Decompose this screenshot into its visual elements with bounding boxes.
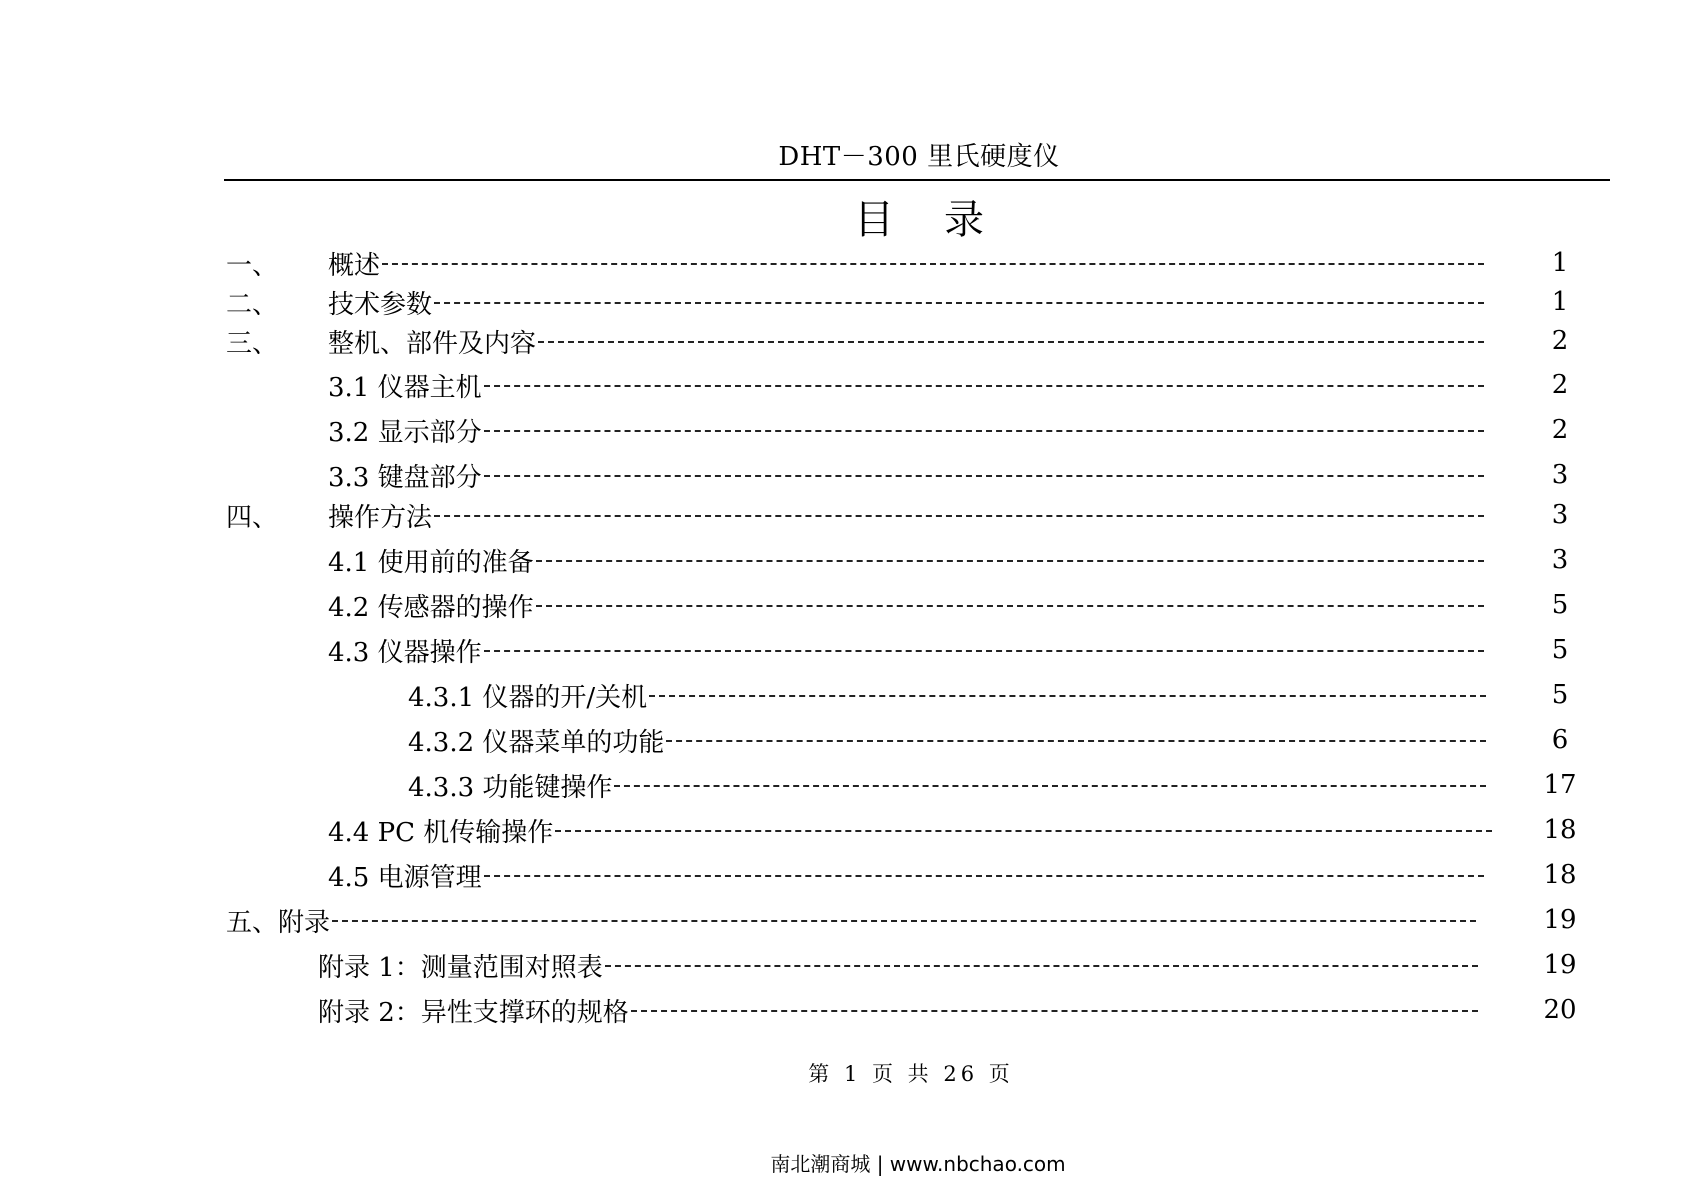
toc-entry-3-1[interactable] [328,368,1590,402]
toc-entry-3-3[interactable] [328,458,1590,492]
toc-entry-4-2[interactable] [328,588,1590,622]
toc-leader [382,263,1484,265]
page-number-footer: 第 1 页 共 26 页 [808,1062,1014,1086]
toc-leader [332,920,1476,922]
toc-entry-label: 附录 1：测量范围对照表 [318,952,603,983]
toc-entry-3-2[interactable] [328,413,1590,447]
toc-leader [538,341,1484,343]
toc-entry-label: 4.2 传感器的操作 [328,592,534,623]
toc-entry-label: 技术参数 [328,289,433,320]
toc-leader [649,695,1486,697]
toc-entry-4-3-3[interactable] [408,768,1590,802]
toc-entry-4-5[interactable] [328,858,1590,892]
toc-leader [666,740,1486,742]
toc-entry-page: 5 [1551,590,1569,620]
toc-leader [555,830,1492,832]
toc-leader [434,515,1484,517]
toc-entry-label: 4.4 PC 机传输操作 [328,817,554,848]
toc-entry-overview[interactable] [226,246,1590,280]
toc-leader [536,605,1484,607]
toc-entry-4-3[interactable] [328,633,1590,667]
toc-entry-number: 二、 [226,289,279,320]
toc-entry-page: 3 [1551,460,1569,490]
toc-entry-page: 20 [1543,995,1577,1025]
toc-leader [484,430,1484,432]
toc-entry-page: 1 [1551,248,1569,278]
toc-leader [614,785,1486,787]
toc-entry-4-3-1[interactable] [408,678,1590,712]
toc-entry-label: 3.2 显示部分 [328,417,482,448]
toc-entry-page: 18 [1543,860,1577,890]
toc-entry-label: 4.3.1 仪器的开/关机 [408,682,648,713]
toc-entry-label: 4.3.2 仪器菜单的功能 [408,727,665,758]
toc-entry-page: 18 [1543,815,1577,845]
toc-entry-label: 4.1 使用前的准备 [328,547,534,578]
toc-leader [605,965,1478,967]
toc-leader [484,475,1484,477]
toc-entry-page: 3 [1551,500,1569,530]
toc-entry-page: 5 [1551,680,1569,710]
toc-entry-label: 操作方法 [328,502,433,533]
toc-entry-label: 4.3.3 功能键操作 [408,772,613,803]
toc-entry-4-4[interactable] [328,813,1590,847]
toc-leader [631,1010,1478,1012]
toc-leader [536,560,1484,562]
toc-entry-4-3-2[interactable] [408,723,1590,757]
toc-entry-page: 2 [1551,415,1569,445]
toc-entry-page: 19 [1543,950,1577,980]
toc-entry-specifications[interactable] [226,285,1590,319]
toc-entry-4-1[interactable] [328,543,1590,577]
toc-entry-appendix-1[interactable] [318,948,1590,982]
site-watermark: 南北潮商城 | www.nbchao.com [770,1152,1066,1176]
toc-entry-label: 附录 2：异性支撑环的规格 [318,997,629,1028]
toc-entry-label: 4.3 仪器操作 [328,637,482,668]
toc-entry-operation[interactable] [226,498,1590,532]
toc-entry-page: 3 [1551,545,1569,575]
toc-entry-appendix-2[interactable] [318,993,1590,1027]
toc-leader [484,650,1484,652]
toc-title: 目录 [854,197,1034,243]
toc-entry-label: 4.5 电源管理 [328,862,482,893]
toc-leader [484,875,1484,877]
toc-entry-label: 3.3 键盘部分 [328,462,482,493]
toc-entry-page: 17 [1543,770,1577,800]
toc-entry-number: 一、 [226,250,279,281]
toc-entry-page: 2 [1551,370,1569,400]
toc-entry-number: 四、 [226,502,279,533]
toc-entry-page: 19 [1543,905,1577,935]
toc-entry-components[interactable] [226,324,1590,358]
toc-entry-page: 5 [1551,635,1569,665]
toc-entry-number: 三、 [226,328,279,359]
toc-entry-label: 整机、部件及内容 [328,328,537,359]
toc-entry-label: 五、附录 [226,907,331,938]
toc-leader [434,302,1484,304]
toc-entry-page: 6 [1551,725,1569,755]
toc-entry-label: 概述 [328,250,381,281]
document-header-title: DHT－300 里氏硬度仪 [778,142,1060,172]
toc-leader [484,385,1484,387]
toc-entry-appendix[interactable] [226,903,1590,937]
toc-entry-page: 2 [1551,326,1569,356]
toc-entry-label: 3.1 仪器主机 [328,372,482,403]
toc-entry-page: 1 [1551,287,1569,317]
